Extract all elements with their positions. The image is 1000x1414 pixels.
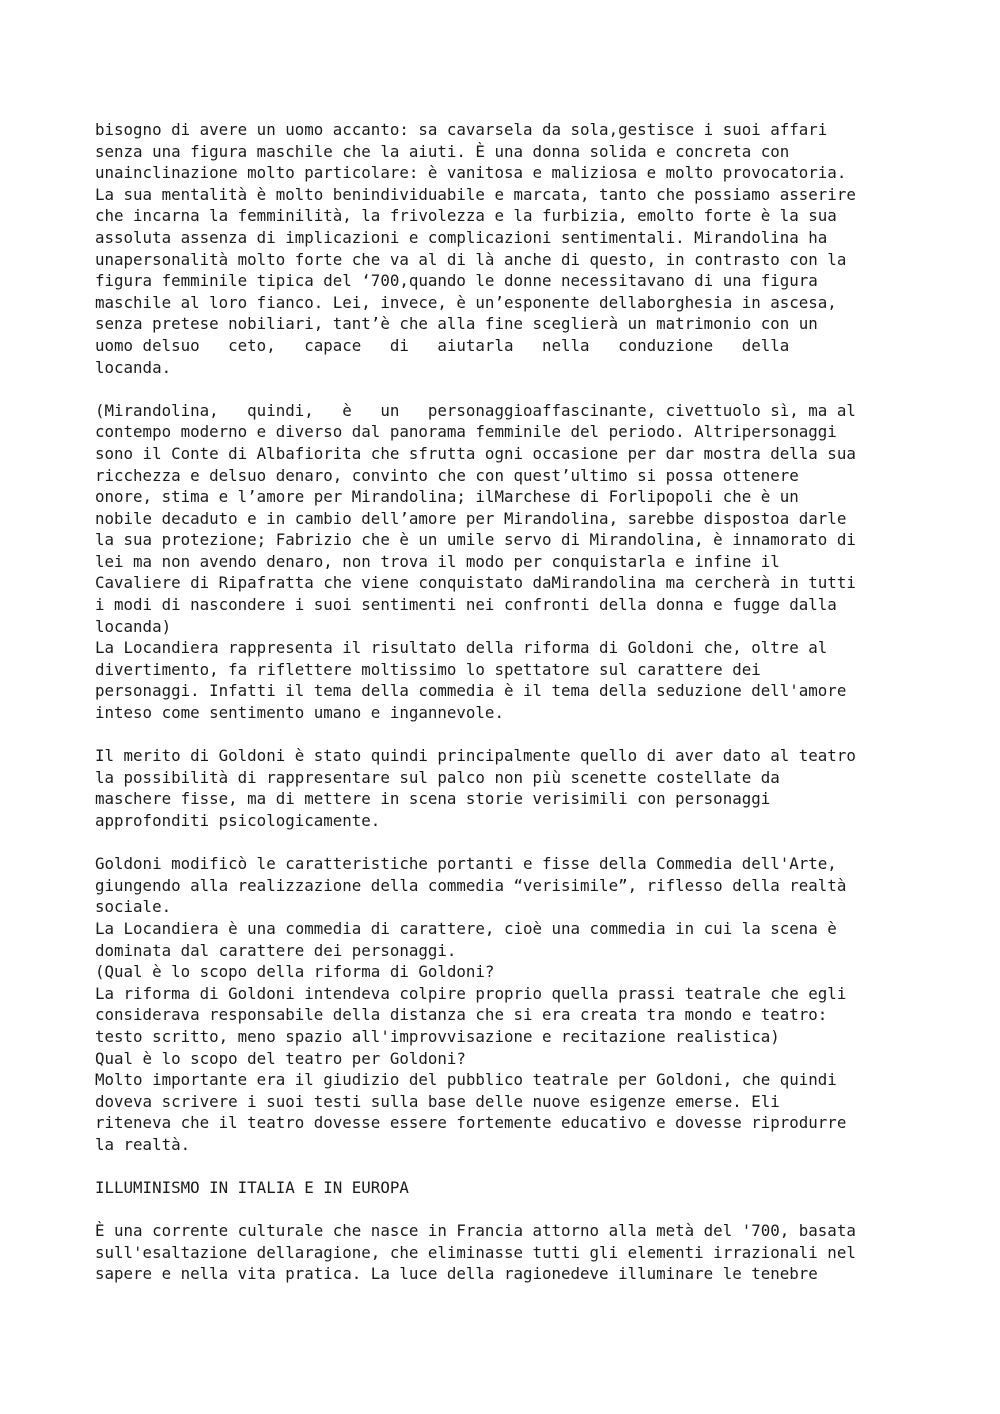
text-line: la sua protezione; Fabrizio che è un umile servo di Mirandolina, è innamorato di xyxy=(95,530,856,550)
text-line: La riforma di Goldoni intendeva colpire proprio quella prassi teatrale che egli xyxy=(95,983,847,1003)
text-line: figura femminile tipica del ‘700,quando le donne necessitavano di una figura xyxy=(95,271,818,291)
blank-line xyxy=(95,378,915,400)
text-line: unainclinazione molto particolare: è vanitosa e maliziosa e molto provocatoria. xyxy=(95,163,847,183)
text-line: Cavaliere di Ripafratta che viene conquistato daMirandolina ma cercherà in tutti xyxy=(95,573,856,593)
text-line: dominata dal carattere dei personaggi. xyxy=(95,940,457,960)
text-line: La sua mentalità è molto benindividuabile e marcata, tanto che possiamo asserire xyxy=(95,184,856,204)
text-line: locanda. xyxy=(95,357,172,377)
text-line: La Locandiera è una commedia di carattere, cioè una commedia in cui la scena è xyxy=(95,918,837,938)
text-line: riteneva che il teatro dovesse essere fortemente educativo e dovesse riprodurre xyxy=(95,1113,847,1133)
text-line: Il merito di Goldoni è stato quindi principalmente quello di aver dato al teatro xyxy=(95,746,856,766)
blank-line xyxy=(95,832,915,854)
text-line: testo scritto, meno spazio all'improvvisazione e recitazione realistica) xyxy=(95,1026,780,1046)
text-line: È una corrente culturale che nasce in Francia attorno alla metà del '700, basata xyxy=(95,1221,856,1241)
text-line: assoluta assenza di implicazioni e complicazioni sentimentali. Mirandolina ha xyxy=(95,227,828,247)
text-line: Goldoni modificò le caratteristiche portanti e fisse della Commedia dell'Arte, xyxy=(95,854,837,874)
text-line: inteso come sentimento umano e ingannevole. xyxy=(95,703,504,723)
blank-line xyxy=(95,724,915,746)
text-line: divertimento, fa riflettere moltissimo lo spettatore sul carattere dei xyxy=(95,659,761,679)
text-line: unapersonalità molto forte che va al di là anche di questo, in contrasto con la xyxy=(95,249,847,269)
text-line: ILLUMINISMO IN ITALIA E IN EUROPA xyxy=(95,1178,409,1198)
document-body-text xyxy=(95,119,915,1285)
text-line: locanda) xyxy=(95,616,172,636)
text-line: la realtà. xyxy=(95,1134,191,1154)
text-line: onore, stima e l’amore per Mirandolina; ilMarchese di Forlipopoli che è un xyxy=(95,487,799,507)
text-line: la possibilità di rappresentare sul palco non più scenette costellate da xyxy=(95,767,780,787)
text-line: maschere fisse, ma di mettere in scena storie verisimili con personaggi xyxy=(95,789,771,809)
text-line: uomo delsuo ceto, capace di aiutarla nella conduzione della xyxy=(95,335,790,355)
blank-line xyxy=(95,1156,915,1178)
text-line: giungendo alla realizzazione della commedia “verisimile”, riflesso della realtà xyxy=(95,875,847,895)
blank-line xyxy=(95,1199,915,1221)
text-line: personaggi. Infatti il tema della commedia è il tema della seduzione dell'amore xyxy=(95,681,847,701)
text-line: sull'esaltazione dellaragione, che eliminasse tutti gli elementi irrazionali nel xyxy=(95,1242,856,1262)
text-line: ricchezza e delsuo denaro, convinto che con quest’ultimo si possa ottenere xyxy=(95,465,799,485)
text-line: doveva scrivere i suoi testi sulla base delle nuove esigenze emerse. Eli xyxy=(95,1091,780,1111)
text-line: contempo moderno e diverso dal panorama femminile del periodo. Altripersonaggi xyxy=(95,422,837,442)
text-line: senza una figura maschile che la aiuti. È una donna solida e concreta con xyxy=(95,141,790,161)
text-line: approfonditi psicologicamente. xyxy=(95,811,381,830)
text-line: (Qual è lo scopo della riforma di Goldoni? xyxy=(95,962,495,982)
text-line: sociale. xyxy=(95,897,172,917)
text-line: considerava responsabile della distanza che si era creata tra mondo e teatro: xyxy=(95,1005,828,1025)
text-line: i modi di nascondere i suoi sentimenti nei confronti della donna e fugge dalla xyxy=(95,595,837,615)
text-line: Qual è lo scopo del teatro per Goldoni? xyxy=(95,1048,466,1068)
text-line: che incarna la femminilità, la frivolezza e la furbizia, emolto forte è la sua xyxy=(95,206,837,226)
text-line: senza pretese nobiliari, tant’è che alla fine sceglierà un matrimonio con un xyxy=(95,314,818,334)
text-line: sapere e nella vita pratica. La luce della ragionedeve illuminare le tenebre xyxy=(95,1264,818,1284)
text-line: bisogno di avere un uomo accanto: sa cavarsela da sola,gestisce i suoi affari xyxy=(95,120,828,139)
text-line: maschile al loro fianco. Lei, invece, è un’esponente dellaborghesia in ascesa, xyxy=(95,292,837,312)
text-line: (Mirandolina, quindi, è un personaggioaffascinante, civettuolo sì, ma al xyxy=(95,400,856,420)
text-line: nobile decaduto e in cambio dell’amore per Mirandolina, sarebbe dispostoa darle xyxy=(95,508,847,528)
text-line: Molto importante era il giudizio del pubblico teatrale per Goldoni, che quindi xyxy=(95,1070,837,1090)
text-line: La Locandiera rappresenta il risultato della riforma di Goldoni che, oltre al xyxy=(95,638,828,658)
text-line: sono il Conte di Albafiorita che sfrutta ogni occasione per dar mostra della sua xyxy=(95,443,856,463)
text-line: lei ma non avendo denaro, non trova il modo per conquistarla e infine il xyxy=(95,551,780,571)
